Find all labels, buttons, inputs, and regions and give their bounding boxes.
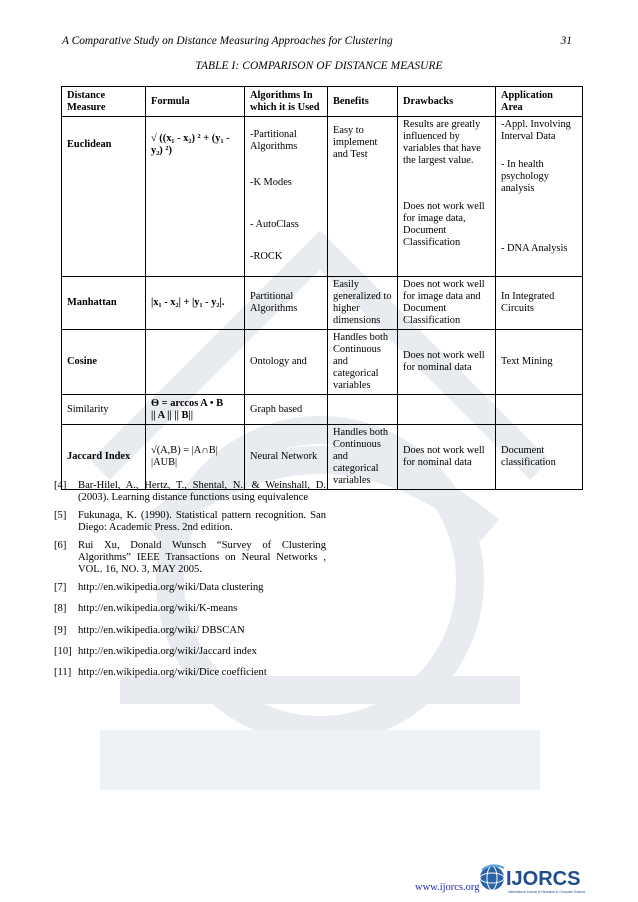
comparison-table — [61, 86, 583, 490]
running-title: A Comparative Study on Distance Measuring Approaches for Clustering — [62, 35, 393, 47]
list-item: [8] http://en.wikipedia.org/wiki/K-means — [54, 603, 238, 615]
benefits-euclidean: Easy to implement and Test — [328, 117, 398, 277]
measure-jaccard: Jaccard Index — [62, 425, 146, 490]
benefits-similarity — [328, 395, 398, 425]
app-health-psychology: - In health psychology analysis — [501, 159, 549, 194]
drawbacks-euclidean — [398, 117, 496, 277]
header-benefits: Benefits — [328, 87, 398, 117]
page-number: 31 — [560, 35, 572, 47]
header-formula: Formula — [146, 87, 245, 117]
application-cosine: Text Mining — [496, 330, 583, 395]
list-item: [4] Bar-Hilel, A., Hertz, T., Shental, N., & Weinshall, D. (2003). Learning distance functions using equivalence — [54, 480, 326, 504]
app-dna-analysis: - DNA Analysis — [501, 243, 568, 254]
formula-manhattan: |x₁ - x₂| + |y₁ - y₂|. — [146, 277, 245, 330]
application-similarity — [496, 395, 583, 425]
algorithms-jaccard: Neural Network — [245, 425, 328, 490]
drawback-image-data: Does not work well for image data, Document Classification — [403, 201, 485, 248]
reference-list — [54, 480, 326, 685]
drawback-largest-value: Results are greatly influenced by variables that have the largest value. — [403, 119, 481, 166]
measure-similarity: Similarity — [62, 395, 146, 425]
drawbacks-manhattan: Does not work well for image data and Document Classification — [398, 277, 496, 330]
algorithms-cosine: Ontology and — [245, 330, 328, 395]
app-interval-data: -Appl. Involving Interval Data — [501, 119, 571, 142]
ijorcs-logo — [478, 858, 598, 898]
list-item: [10] http://en.wikipedia.org/wiki/Jaccard index — [54, 646, 257, 658]
list-item: [6] Rui Xu, Donald Wunsch “Survey of Clustering Algorithms” IEEE Transactions on Neural Networks , VOL. 16, NO. 3, MAY 2005. — [54, 539, 326, 576]
list-item: [7] http://en.wikipedia.org/wiki/Data clustering — [54, 581, 264, 593]
formula-similarity: Ѳ = arccos A • B || A || || B|| — [146, 395, 245, 425]
header-application-area: Application Area — [496, 87, 583, 117]
drawbacks-jaccard: Does not work well for nominal data — [398, 425, 496, 490]
drawbacks-cosine: Does not work well for nominal data — [398, 330, 496, 395]
benefits-manhattan: Easily generalized to higher dimensions — [328, 277, 398, 330]
benefits-jaccard: Handles both Continuous and categorical variables — [328, 425, 398, 490]
table-row — [62, 395, 583, 425]
list-item: [5] Fukunaga, K. (1990). Statistical pattern recognition. San Diego: Academic Press. 2nd edition. — [54, 509, 326, 534]
algo-k-modes: -K Modes — [250, 177, 292, 188]
application-euclidean — [496, 117, 583, 277]
algorithms-similarity: Graph based — [245, 395, 328, 425]
formula-cosine — [146, 330, 245, 395]
drawbacks-similarity — [398, 395, 496, 425]
formula-jaccard: √(A,B) = |A∩B| |AUB| — [146, 425, 245, 490]
list-item: [11] http://en.wikipedia.org/wiki/Dice coefficient — [54, 667, 267, 679]
header-distance-measure: Distance Measure — [62, 87, 146, 117]
application-jaccard: Document classification — [496, 425, 583, 490]
logo-text: IJORCS — [506, 868, 581, 890]
measure-cosine: Cosine — [62, 330, 146, 395]
measure-euclidean: Euclidean — [62, 117, 146, 277]
header-algorithms: Algorithms In which it is Used — [245, 87, 328, 117]
benefits-cosine: Handles both Continuous and categorical variables — [328, 330, 398, 395]
algo-autoclass: - AutoClass — [250, 219, 299, 230]
algo-rock: -ROCK — [250, 251, 283, 262]
header-drawbacks: Drawbacks — [398, 87, 496, 117]
measure-manhattan: Manhattan — [62, 277, 146, 330]
table-row — [62, 330, 583, 395]
formula-euclidean: √ ((x₁ - x₂) ² + (y₁ - y₂) ²) — [146, 117, 245, 277]
list-item: [9] http://en.wikipedia.org/wiki/ DBSCAN — [54, 624, 245, 636]
algorithms-euclidean — [245, 117, 328, 277]
table-row — [62, 277, 583, 330]
logo-tagline: International Journal of Research in Computer Science — [508, 890, 586, 894]
algorithms-manhattan: Partitional Algorithms — [245, 277, 328, 330]
globe-icon — [480, 865, 504, 890]
application-manhattan: In Integrated Circuits — [496, 277, 583, 330]
table-caption: TABLE I: COMPARISON OF DISTANCE MEASURE — [195, 60, 443, 72]
table-row — [62, 117, 583, 277]
running-header — [62, 34, 572, 48]
algo-partitional: -Partitional Algorithms — [250, 129, 298, 152]
table-header-row — [62, 87, 583, 117]
journal-website-link[interactable]: www.ijorcs.org — [415, 882, 480, 893]
